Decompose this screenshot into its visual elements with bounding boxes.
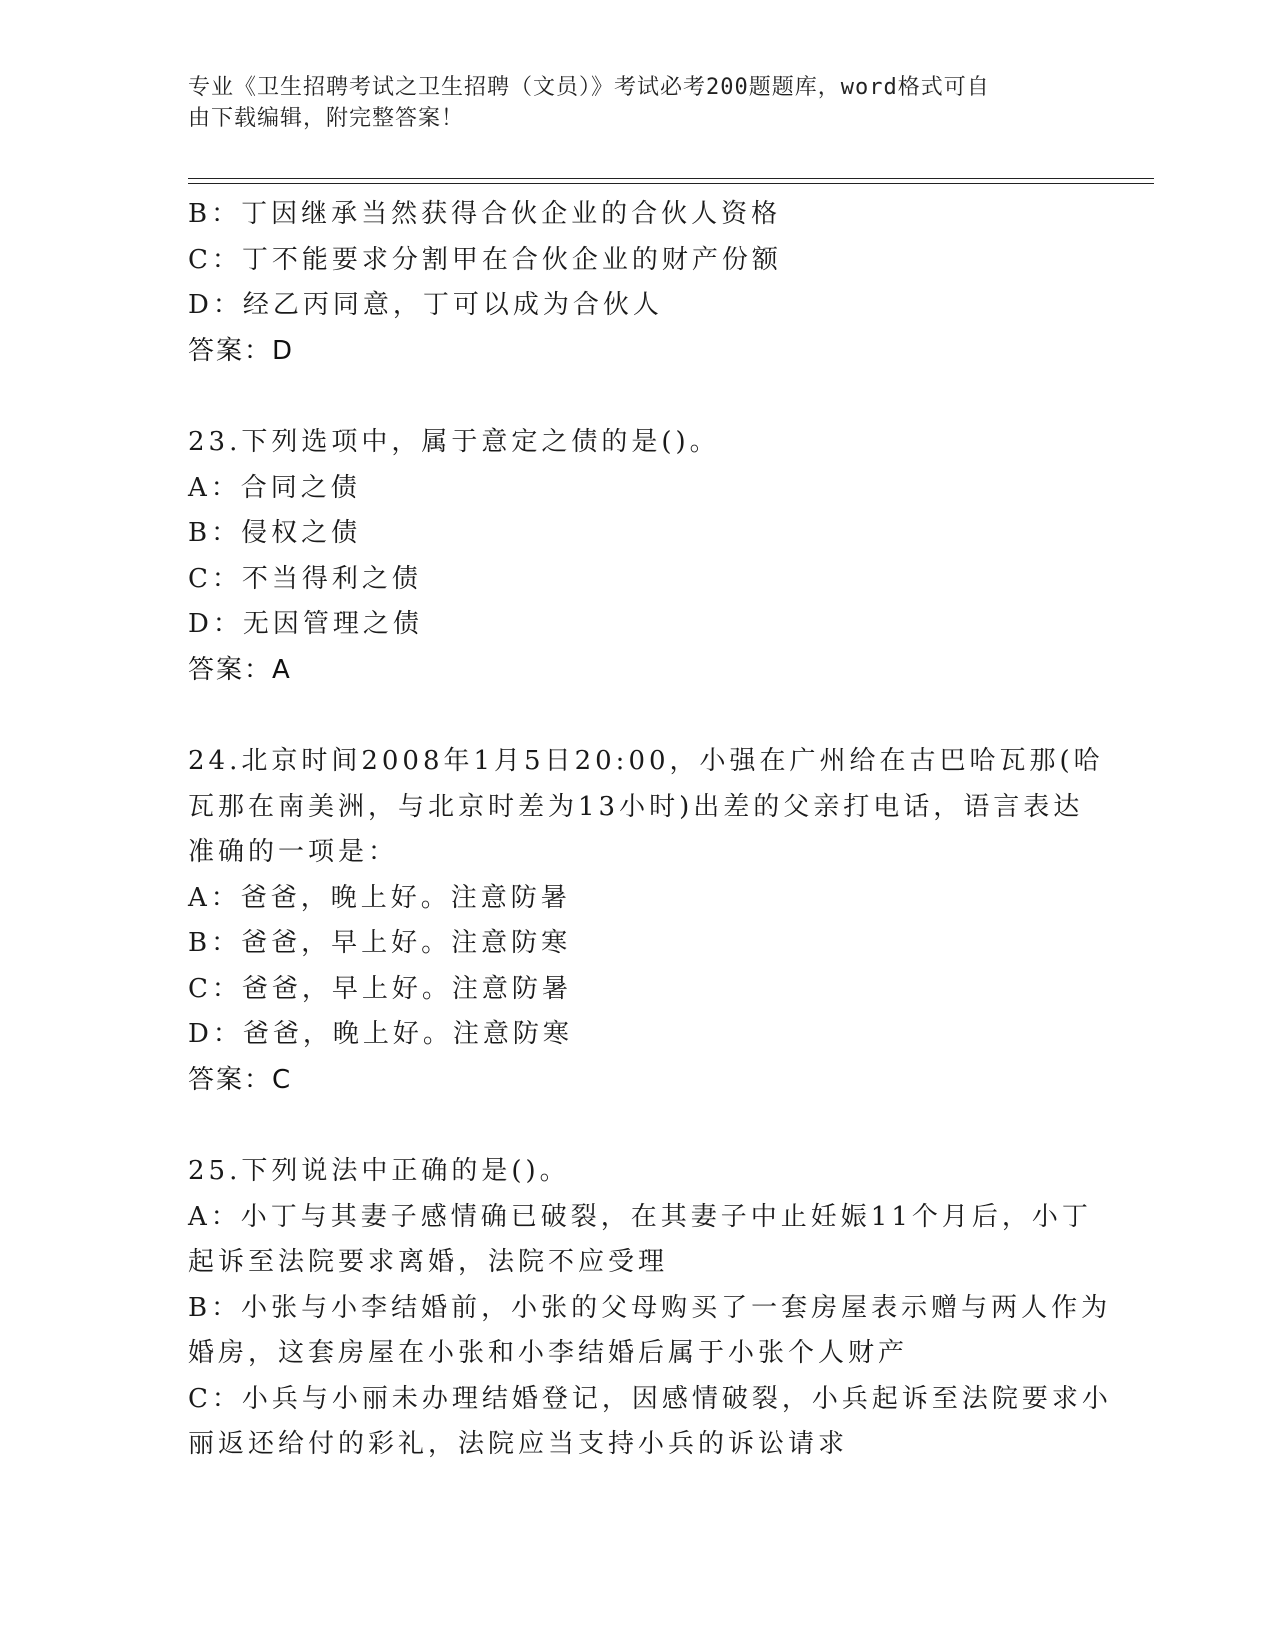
spacer <box>188 693 1088 739</box>
option-a: A：合同之债 <box>188 472 361 503</box>
question-content <box>188 192 1112 1468</box>
question-stem-line-1: 24.北京时间2008年1月5日20:00，小强在广州给在古巴哈瓦那(哈 <box>188 746 1104 776</box>
header-line-1: 专业《卫生招聘考试之卫生招聘（文员）》考试必考200题题库，word格式可自 <box>188 75 990 100</box>
option-c-line-2: 丽返还给付的彩礼，法院应当支持小兵的诉讼请求 <box>188 1429 849 1459</box>
option-c-line-1: C：小兵与小丽未办理结婚登记，因感情破裂，小兵起诉至法院要求小 <box>188 1383 1112 1414</box>
answer-line: 答案：D <box>188 335 295 366</box>
question-stem: 23.下列选项中，属于意定之债的是()。 <box>188 427 720 457</box>
option-c: C：不当得利之债 <box>188 563 422 594</box>
spacer <box>188 1103 1088 1149</box>
option-b: B：丁因继承当然获得合伙企业的合伙人资格 <box>188 199 782 229</box>
option-b: B：侵权之债 <box>188 518 362 548</box>
question-stem-line-3: 准确的一项是： <box>188 837 399 867</box>
option-a-line-1: A：小丁与其妻子感情确已破裂，在其妻子中止妊娠11个月后，小丁 <box>188 1201 1092 1232</box>
option-d: D：爸爸，晚上好。注意防寒 <box>188 1019 573 1049</box>
question-block-24 <box>188 739 1104 1103</box>
header-line-2: 由下载编辑，附完整答案！ <box>188 106 465 131</box>
option-d: D：经乙丙同意，丁可以成为合伙人 <box>188 290 663 320</box>
spacer <box>188 374 1088 420</box>
question-block-25 <box>188 1149 1112 1468</box>
question-stem-line-2: 瓦那在南美洲，与北京时差为13小时)出差的父亲打电话，语言表达 <box>188 791 1084 822</box>
question-stem: 25.下列说法中正确的是()。 <box>188 1156 570 1186</box>
option-b-line-2: 婚房，这套房屋在小张和小李结婚后属于小张个人财产 <box>188 1338 909 1368</box>
option-b: B：爸爸，早上好。注意防寒 <box>188 928 572 958</box>
option-a-line-2: 起诉至法院要求离婚，法院不应受理 <box>188 1247 669 1277</box>
answer-line: 答案：A <box>188 654 292 685</box>
option-d: D：无因管理之债 <box>188 609 423 639</box>
option-a: A：爸爸，晚上好。注意防暑 <box>188 882 571 913</box>
option-c: C：丁不能要求分割甲在合伙企业的财产份额 <box>188 244 782 275</box>
header-divider-top <box>188 178 1154 179</box>
option-c: C：爸爸，早上好。注意防暑 <box>188 973 572 1004</box>
option-b-line-1: B：小张与小李结婚前，小张的父母购买了一套房屋表示赠与两人作为 <box>188 1292 1112 1323</box>
question-block-prev <box>188 192 1088 374</box>
answer-line: 答案：C <box>188 1064 293 1095</box>
header-divider-bottom <box>188 183 1154 184</box>
page-header <box>188 72 1068 134</box>
question-block-23 <box>188 420 1088 693</box>
